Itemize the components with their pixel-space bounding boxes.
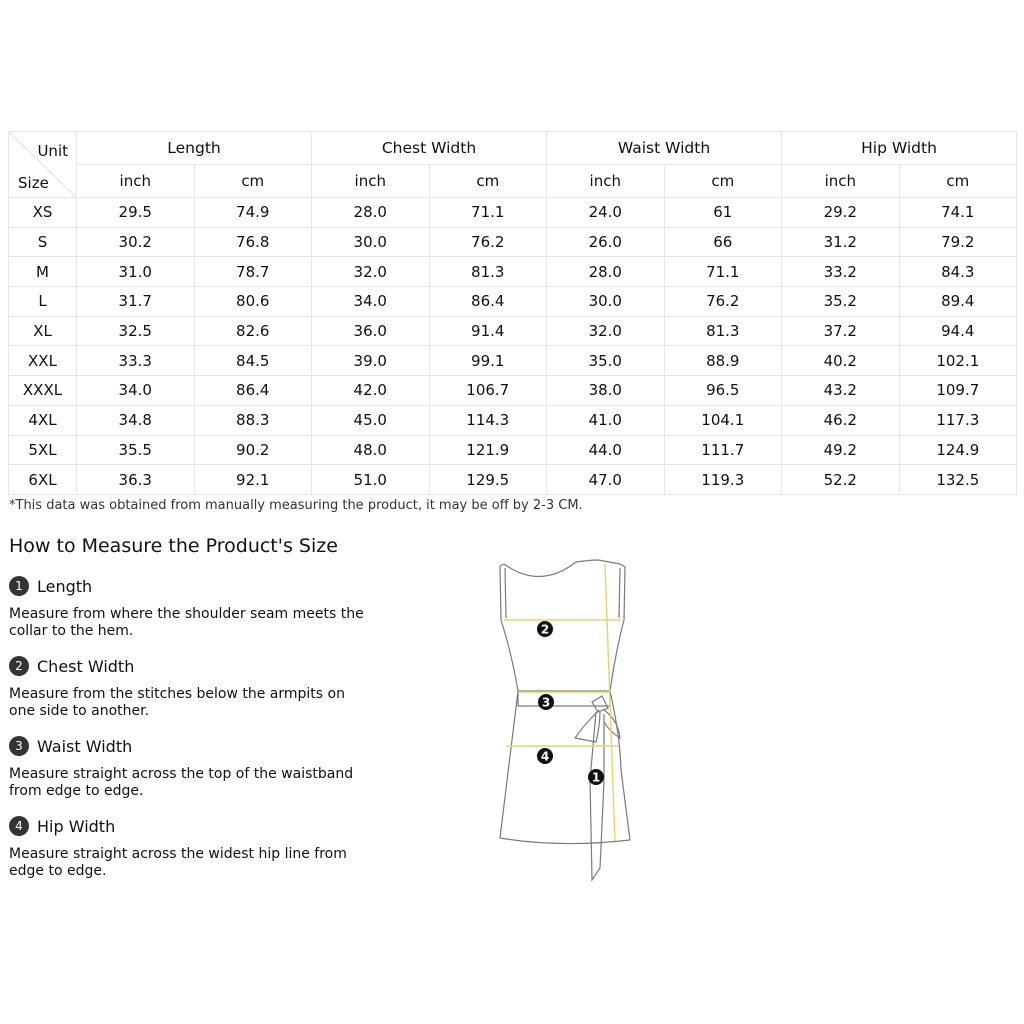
measurement-cell: 104.1 [664, 405, 782, 435]
step-description: Measure straight across the widest hip line from edge to edge. [9, 846, 347, 879]
measurement-cell: 29.5 [77, 198, 195, 228]
table-corner-cell [9, 132, 77, 198]
marker-chest [537, 621, 553, 637]
measurement-cell: 76.8 [194, 227, 312, 257]
measurement-cell: 106.7 [429, 376, 547, 406]
step-description: Measure from the stitches below the armpits on one side to another. [9, 686, 345, 719]
corner-size-label: Size [18, 174, 49, 192]
measurement-cell: 91.4 [429, 316, 547, 346]
measurement-cell: 80.6 [194, 287, 312, 317]
measure-step-length [9, 575, 379, 640]
step-number-badge: 3 [9, 736, 29, 756]
measurement-cell: 74.1 [899, 198, 1017, 228]
diagram-markers [537, 621, 604, 785]
measurement-cell: 71.1 [429, 198, 547, 228]
measurement-cell: 96.5 [664, 376, 782, 406]
measurement-cell: 30.0 [312, 227, 430, 257]
marker-waist [538, 694, 554, 710]
step-title: Length [37, 576, 93, 596]
table-row [9, 316, 1017, 346]
step-description: Measure straight across the top of the waistband from edge to edge. [9, 766, 354, 799]
measurement-cell: 76.2 [664, 287, 782, 317]
size-label-cell: M [9, 257, 77, 287]
measurement-cell: 30.2 [77, 227, 195, 257]
measurement-cell: 81.3 [429, 257, 547, 287]
size-label-cell: XS [9, 198, 77, 228]
measurement-cell: 132.5 [899, 465, 1017, 495]
neckline [504, 562, 576, 577]
unit-header-cell: inch [77, 165, 195, 198]
step-number-badge: 4 [9, 816, 29, 836]
size-label-cell: XXL [9, 346, 77, 376]
measurement-cell: 44.0 [547, 435, 665, 465]
measurement-cell: 86.4 [194, 376, 312, 406]
unit-header-cell: cm [899, 165, 1017, 198]
measurement-cell: 41.0 [547, 405, 665, 435]
measurement-cell: 84.3 [899, 257, 1017, 287]
measurement-cell: 35.5 [77, 435, 195, 465]
table-row [9, 257, 1017, 287]
measurement-cell: 35.0 [547, 346, 665, 376]
size-label-cell: 4XL [9, 405, 77, 435]
size-label-cell: 6XL [9, 465, 77, 495]
group-header-hip-width: Hip Width [782, 132, 1017, 165]
measurement-cell: 92.1 [194, 465, 312, 495]
measurement-cell: 28.0 [547, 257, 665, 287]
measurement-cell: 31.0 [77, 257, 195, 287]
unit-header-cell: cm [194, 165, 312, 198]
table-row [9, 465, 1017, 495]
unit-header-cell: inch [782, 165, 900, 198]
table-row [9, 346, 1017, 376]
measurement-cell: 33.2 [782, 257, 900, 287]
measurement-cell: 49.2 [782, 435, 900, 465]
measurement-cell: 40.2 [782, 346, 900, 376]
size-label-cell: L [9, 287, 77, 317]
armhole-right [619, 568, 620, 618]
measure-step-waist-width [9, 735, 379, 800]
measurement-cell: 76.2 [429, 227, 547, 257]
measurement-cell: 32.0 [547, 316, 665, 346]
measurement-cell: 117.3 [899, 405, 1017, 435]
measurement-cell: 129.5 [429, 465, 547, 495]
step-description: Measure from where the shoulder seam meets the collar to the hem. [9, 606, 364, 639]
step-title: Chest Width [37, 656, 135, 676]
measurement-cell: 79.2 [899, 227, 1017, 257]
measurement-cell: 48.0 [312, 435, 430, 465]
marker-label: 4 [540, 749, 550, 764]
measurement-cell: 34.8 [77, 405, 195, 435]
table-row [9, 435, 1017, 465]
marker-length [588, 769, 604, 785]
size-label-cell: XXXL [9, 376, 77, 406]
measurement-cell: 102.1 [899, 346, 1017, 376]
table-row [9, 405, 1017, 435]
table-header-groups [9, 132, 1017, 165]
measurement-cell: 36.0 [312, 316, 430, 346]
measurement-cell: 32.5 [77, 316, 195, 346]
group-header-waist-width: Waist Width [547, 132, 782, 165]
unit-header-cell: inch [312, 165, 430, 198]
measurement-cell: 52.2 [782, 465, 900, 495]
marker-label: 1 [591, 770, 601, 785]
measurement-cell: 94.4 [899, 316, 1017, 346]
measurement-cell: 78.7 [194, 257, 312, 287]
measurement-cell: 31.2 [782, 227, 900, 257]
table-row [9, 376, 1017, 406]
table-row [9, 287, 1017, 317]
measurement-cell: 29.2 [782, 198, 900, 228]
table-header-units [9, 165, 1017, 198]
measurement-cell: 89.4 [899, 287, 1017, 317]
armhole-left [505, 568, 506, 618]
measurement-cell: 90.2 [194, 435, 312, 465]
measurement-note: *This data was obtained from manually measuring the product, it may be off by 2-3 CM. [9, 498, 583, 513]
measurement-cell: 30.0 [547, 287, 665, 317]
measurement-cell: 42.0 [312, 376, 430, 406]
size-label-cell: 5XL [9, 435, 77, 465]
measurement-cell: 26.0 [547, 227, 665, 257]
marker-label: 3 [541, 695, 551, 710]
measurement-cell: 37.2 [782, 316, 900, 346]
measurement-cell: 39.0 [312, 346, 430, 376]
measurement-cell: 124.9 [899, 435, 1017, 465]
measurement-cell: 66 [664, 227, 782, 257]
measurement-cell: 46.2 [782, 405, 900, 435]
measurement-cell: 81.3 [664, 316, 782, 346]
measurement-cell: 99.1 [429, 346, 547, 376]
unit-header-cell: inch [547, 165, 665, 198]
measurement-cell: 32.0 [312, 257, 430, 287]
measurement-cell: 35.2 [782, 287, 900, 317]
measure-step-hip-width [9, 815, 379, 880]
measurement-cell: 28.0 [312, 198, 430, 228]
group-header-length: Length [77, 132, 312, 165]
measurement-cell: 71.1 [664, 257, 782, 287]
table-row [9, 198, 1017, 228]
measurement-cell: 43.2 [782, 376, 900, 406]
table-row [9, 227, 1017, 257]
waistband [518, 691, 610, 706]
size-table [8, 131, 1017, 495]
measure-step-chest-width [9, 655, 379, 720]
marker-hip [537, 748, 553, 764]
measurement-cell: 119.3 [664, 465, 782, 495]
measurement-cell: 82.6 [194, 316, 312, 346]
step-title: Hip Width [37, 816, 116, 836]
measurement-cell: 109.7 [899, 376, 1017, 406]
measurement-cell: 24.0 [547, 198, 665, 228]
measurement-cell: 114.3 [429, 405, 547, 435]
measurement-cell: 84.5 [194, 346, 312, 376]
size-label-cell: XL [9, 316, 77, 346]
measurement-cell: 74.9 [194, 198, 312, 228]
unit-header-cell: cm [664, 165, 782, 198]
measurement-cell: 34.0 [312, 287, 430, 317]
measurement-cell: 61 [664, 198, 782, 228]
measurement-cell: 88.3 [194, 405, 312, 435]
belt-knot [592, 696, 608, 712]
measurement-cell: 86.4 [429, 287, 547, 317]
corner-unit-label: Unit [37, 142, 68, 160]
unit-header-cell: cm [429, 165, 547, 198]
measurement-cell: 51.0 [312, 465, 430, 495]
size-label-cell: S [9, 227, 77, 257]
measurement-cell: 47.0 [547, 465, 665, 495]
dress-diagram [480, 550, 650, 890]
measurement-cell: 36.3 [77, 465, 195, 495]
marker-label: 2 [540, 622, 550, 637]
measurement-cell: 88.9 [664, 346, 782, 376]
step-number-badge: 2 [9, 656, 29, 676]
measurement-cell: 34.0 [77, 376, 195, 406]
group-header-chest-width: Chest Width [312, 132, 547, 165]
measurement-cell: 121.9 [429, 435, 547, 465]
step-title: Waist Width [37, 736, 133, 756]
table-body [9, 198, 1017, 495]
step-number-badge: 1 [9, 576, 29, 596]
measurement-cell: 45.0 [312, 405, 430, 435]
measurement-cell: 38.0 [547, 376, 665, 406]
measurement-cell: 111.7 [664, 435, 782, 465]
length-measure-line [605, 564, 615, 841]
measurement-cell: 31.7 [77, 287, 195, 317]
measure-section-title: How to Measure the Product's Size [9, 535, 338, 557]
measurement-cell: 33.3 [77, 346, 195, 376]
